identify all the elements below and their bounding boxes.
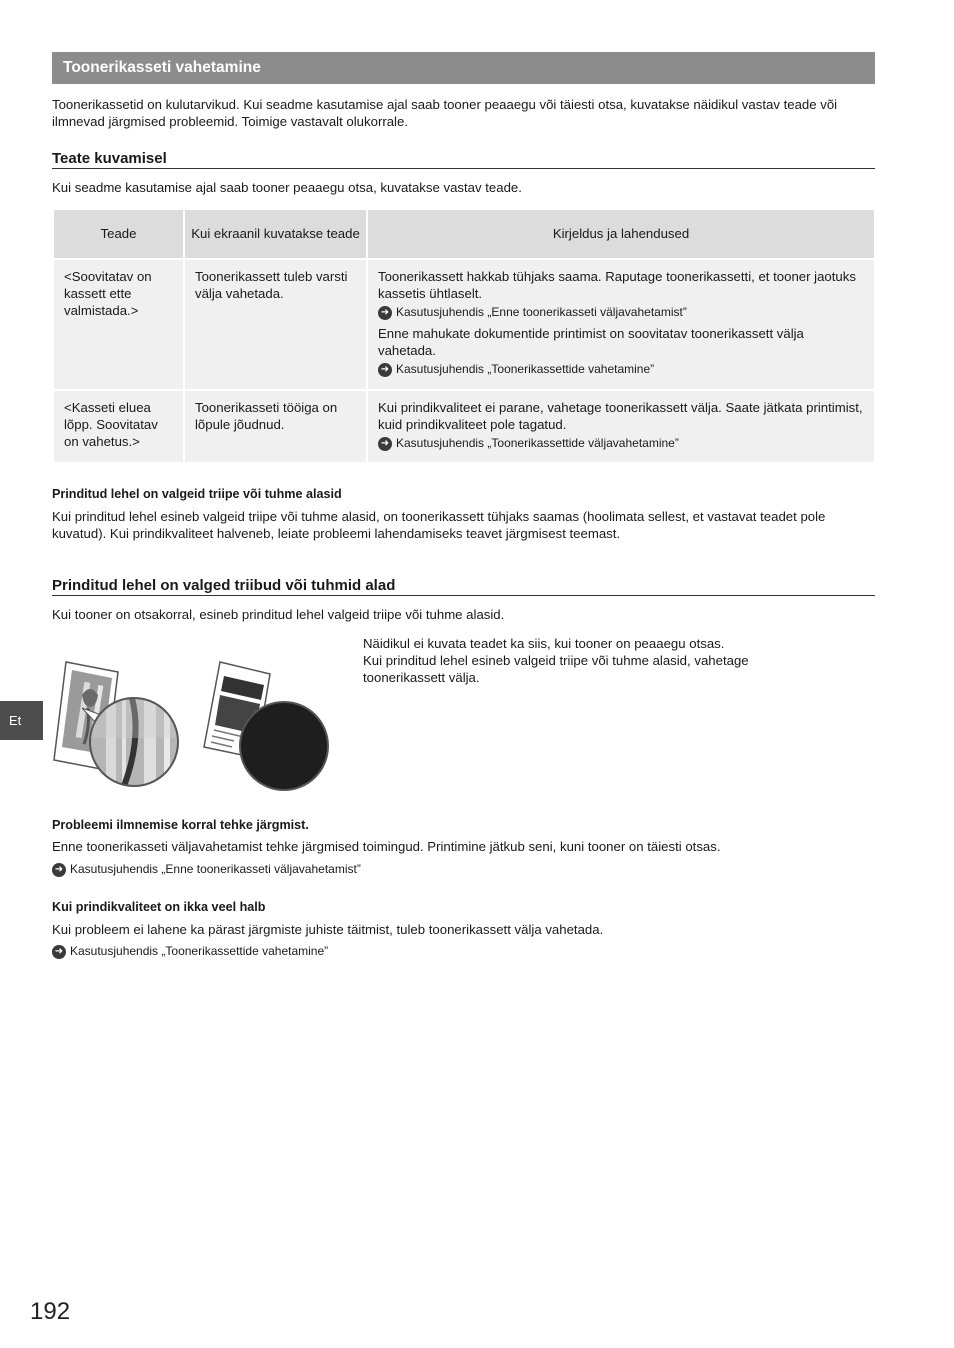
arrow-circle-icon: ➜	[378, 437, 392, 451]
message-heading: Teate kuvamisel	[52, 150, 875, 169]
still-bad-text: Kui probleem ei lahene ka pärast järgmiste juhiste täitmist, tuleb toonerikassett välja vahetada.	[52, 922, 604, 937]
arrow-circle-icon: ➜	[52, 945, 66, 959]
section-title: Toonerikasseti vahetamine	[52, 52, 875, 84]
description-text: Enne mahukate dokumentide printimist on soovitatav toonerikassett välja vahetada.	[378, 326, 804, 358]
magnified-streaks-image	[90, 698, 178, 786]
streaks-text: Kui tooner on otsakorral, esineb prinditud lehel valgeid triipe või tuhme alasid.	[52, 607, 505, 622]
table-header: Kui ekraanil kuvatakse teade	[184, 209, 367, 259]
reference-text: Kasutusjuhendis „Enne toonerikasseti väljavahetamist”	[70, 862, 361, 876]
streaks-note-heading: Prinditud lehel on valgeid triipe või tuhme alasid	[52, 487, 342, 501]
table-header-row	[53, 209, 875, 259]
table-row	[53, 259, 875, 390]
message-cell: <Soovitatav on kassett ette valmistada.>	[53, 259, 184, 390]
reference-link[interactable]	[52, 943, 328, 960]
magnified-dark-area-image	[240, 702, 328, 790]
streaks-note-text: Kui prinditud lehel esineb valgeid triipe või tuhme alasid, on toonerikassett tühjaks saamas (hoolimata sellest, et vastavat teadet pole kuvatud). Kui prindikvaliteet halveneb, leiate probleemi lahendamiseks teavet järgmisest teemast.	[52, 509, 826, 541]
streaks-heading: Prinditud lehel on valged triibud või tuhmid alad	[52, 577, 875, 596]
arrow-circle-icon: ➜	[378, 306, 392, 320]
description-text: Kui prindikvaliteet ei parane, vahetage toonerikassett välja. Saate jätkata printimist, kuid prindikvaliteet pole tagatud.	[378, 400, 863, 432]
streaks-side-note	[363, 635, 793, 686]
when-cell: Toonerikasseti tööiga on lõpule jõudnud.	[184, 390, 367, 463]
description-text: Toonerikassett hakkab tühjaks saama. Raputage toonerikassetti, et tooner jaotuks kassetis ühtlaselt.	[378, 269, 856, 301]
reference-link[interactable]	[378, 361, 864, 378]
reference-text: Kasutusjuhendis „Enne toonerikasseti väljavahetamist”	[396, 305, 687, 319]
table-row	[53, 390, 875, 463]
problem-heading: Probleemi ilmnemise korral tehke järgmist.	[52, 818, 309, 832]
reference-link[interactable]	[378, 304, 864, 321]
problem-text: Enne toonerikasseti väljavahetamist tehke järgmised toimingud. Printimine jätkub seni, kuni tooner on täiesti otsas.	[52, 839, 721, 854]
when-cell: Toonerikassett tuleb varsti välja vahetada.	[184, 259, 367, 390]
message-table	[52, 208, 876, 464]
reference-text: Kasutusjuhendis „Toonerikassettide vahetamine”	[70, 944, 329, 958]
still-bad-heading: Kui prindikvaliteet on ikka veel halb	[52, 900, 266, 914]
reference-link[interactable]	[378, 435, 864, 452]
side-note-line: Kui prinditud lehel esineb valgeid triipe või tuhme alasid, vahetage toonerikassett välja.	[363, 653, 749, 685]
reference-text: Kasutusjuhendis „Toonerikassettide väljavahetamine”	[396, 436, 679, 450]
table-header: Kirjeldus ja lahendused	[367, 209, 875, 259]
print-quality-illustration	[52, 650, 342, 795]
side-note-line: Näidikul ei kuvata teadet ka siis, kui tooner on peaaegu otsas.	[363, 636, 725, 651]
description-cell	[367, 259, 875, 390]
reference-link[interactable]	[52, 861, 361, 878]
arrow-circle-icon: ➜	[52, 863, 66, 877]
page-number: 192	[30, 1298, 71, 1325]
language-tab: Et	[0, 701, 43, 740]
arrow-circle-icon: ➜	[378, 363, 392, 377]
description-cell	[367, 390, 875, 463]
table-header: Teade	[53, 209, 184, 259]
reference-text: Kasutusjuhendis „Toonerikassettide vahetamine”	[396, 362, 655, 376]
message-cell: <Kasseti eluea lõpp. Soovitatav on vahetus.>	[53, 390, 184, 463]
message-text: Kui seadme kasutamise ajal saab tooner peaaegu otsa, kuvatakse vastav teade.	[52, 180, 522, 195]
intro-text: Toonerikassetid on kulutarvikud. Kui seadme kasutamise ajal saab tooner peaaegu või täiesti otsa, kuvatakse näidikul vastav teade või ilmnevad järgmised probleemid. Toimige vastavalt olukorrale.	[52, 97, 838, 129]
